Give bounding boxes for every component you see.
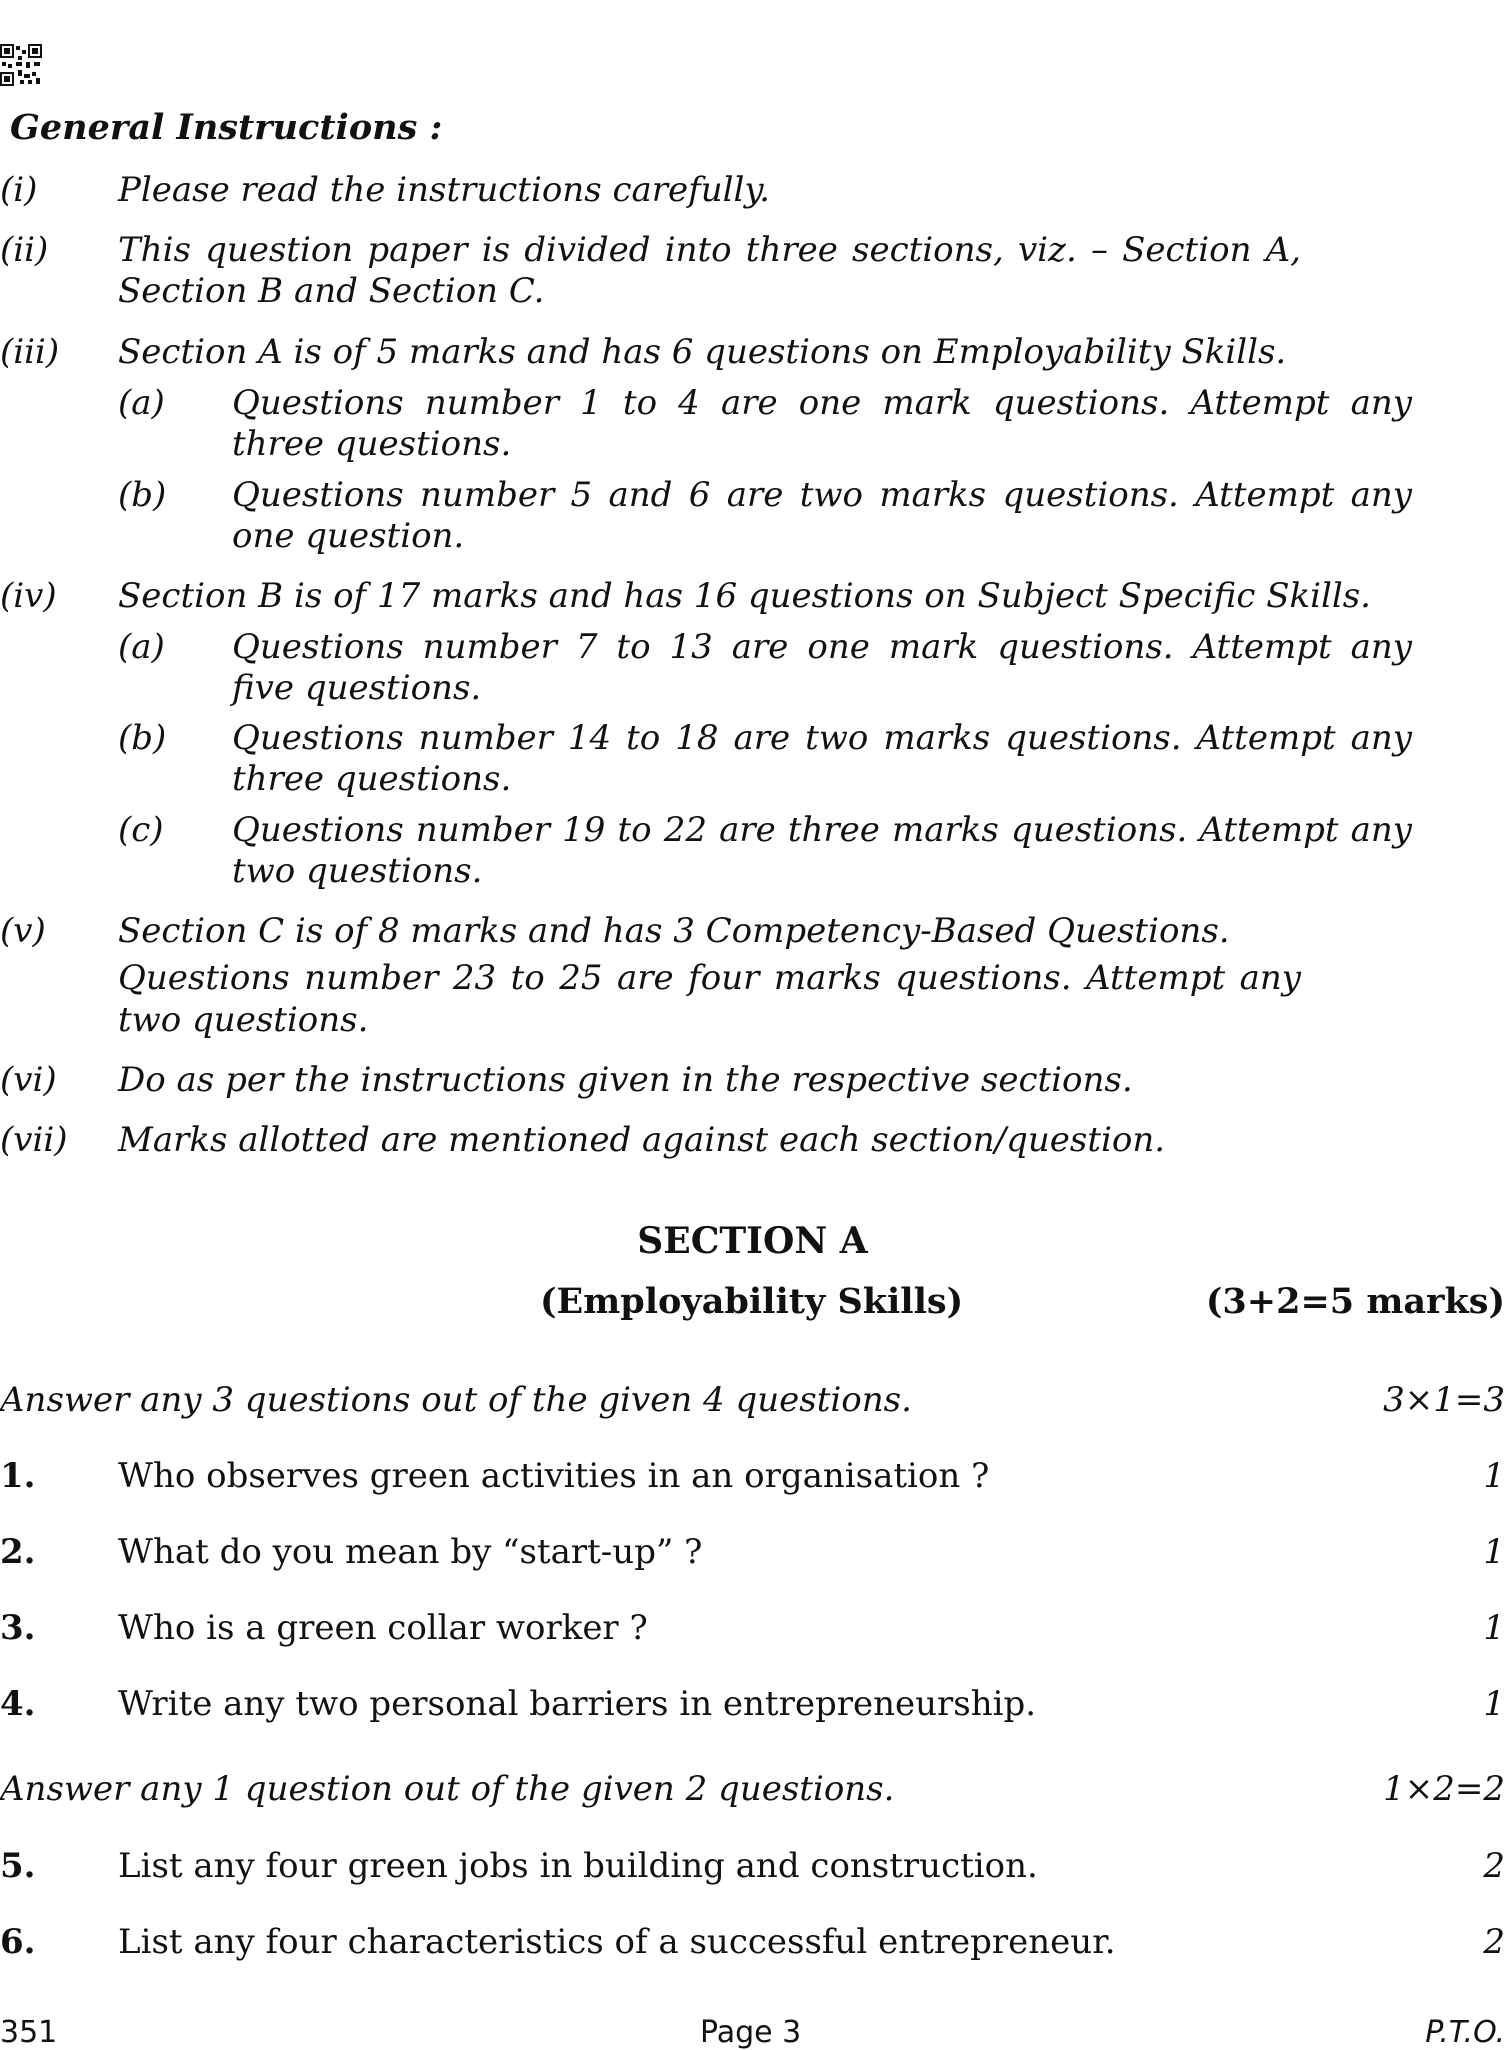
- group-instruction: Answer any 1 question out of the given 2 questions.: [0, 1769, 895, 1809]
- sub-instruction-number: (c): [118, 810, 164, 850]
- footer-page: Page 3: [700, 2015, 802, 2050]
- instruction-text: Please read the instructions carefully.: [118, 170, 770, 210]
- section-subtitle: (Employability Skills): [540, 1281, 964, 1322]
- sub-instruction-text: Questions number 1 to 4 are one mark questions. Attempt any: [232, 383, 1412, 423]
- sub-instruction-text: Questions number 14 to 18 are two marks questions. Attempt any: [232, 718, 1412, 758]
- question-text: Write any two personal barriers in entrepreneurship.: [118, 1684, 1037, 1724]
- question-marks: 1: [1483, 1608, 1505, 1648]
- sub-instruction-number: (b): [118, 475, 167, 515]
- section-title: SECTION A: [637, 1220, 868, 1262]
- question-marks: 2: [1483, 1846, 1505, 1886]
- instruction-number: (vii): [0, 1120, 68, 1160]
- footer-pto: P.T.O.: [1425, 2015, 1505, 2050]
- question-text: List any four green jobs in building and construction.: [118, 1846, 1038, 1886]
- sub-instruction-number: (a): [118, 627, 165, 667]
- instruction-text: This question paper is divided into three sections, viz. – Section A,: [118, 230, 1301, 270]
- sub-instruction-text: five questions.: [232, 668, 482, 708]
- sub-instruction-text: Questions number 7 to 13 are one mark questions. Attempt any: [232, 627, 1412, 667]
- group-marks: 1×2=2: [1383, 1769, 1505, 1809]
- instruction-text: Marks allotted are mentioned against each section/question.: [118, 1120, 1166, 1160]
- sub-instruction-text: one question.: [232, 516, 465, 556]
- question-number: 5.: [0, 1846, 36, 1886]
- sub-instruction-number: (a): [118, 383, 165, 423]
- instruction-text: Section B is of 17 marks and has 16 questions on Subject Specific Skills.: [118, 576, 1371, 616]
- question-number: 4.: [0, 1684, 36, 1724]
- question-number: 1.: [0, 1456, 36, 1496]
- instruction-text: Section C is of 8 marks and has 3 Competency-Based Questions.: [118, 911, 1230, 951]
- question-text: Who observes green activities in an organisation ?: [118, 1456, 990, 1496]
- question-number: 3.: [0, 1608, 36, 1648]
- instruction-number: (v): [0, 911, 46, 951]
- instruction-text: Section B and Section C.: [118, 271, 545, 311]
- question-number: 2.: [0, 1532, 36, 1572]
- footer-code: 351: [0, 2015, 58, 2050]
- instruction-number: (iv): [0, 576, 57, 616]
- instruction-text: Questions number 23 to 25 are four marks questions. Attempt any: [118, 958, 1301, 998]
- qr-code-icon: [0, 44, 42, 86]
- question-marks: 1: [1483, 1532, 1505, 1572]
- question-text: What do you mean by “start-up” ?: [118, 1532, 703, 1572]
- sub-instruction-text: Questions number 19 to 22 are three marks questions. Attempt any: [232, 810, 1412, 850]
- instruction-number: (vi): [0, 1060, 57, 1100]
- instructions-heading: General Instructions :: [10, 107, 443, 148]
- sub-instruction-text: three questions.: [232, 424, 512, 464]
- question-text: Who is a green collar worker ?: [118, 1608, 648, 1648]
- question-number: 6.: [0, 1922, 36, 1962]
- group-instruction: Answer any 3 questions out of the given 4 questions.: [0, 1380, 912, 1420]
- sub-instruction-text: two questions.: [232, 851, 483, 891]
- question-marks: 2: [1483, 1922, 1505, 1962]
- instruction-number: (i): [0, 170, 38, 210]
- sub-instruction-text: three questions.: [232, 759, 512, 799]
- section-marks: (3+2=5 marks): [1205, 1281, 1505, 1322]
- instruction-number: (ii): [0, 230, 49, 270]
- question-marks: 1: [1483, 1684, 1505, 1724]
- sub-instruction-text: Questions number 5 and 6 are two marks questions. Attempt any: [232, 475, 1412, 515]
- question-marks: 1: [1483, 1456, 1505, 1496]
- instruction-text: two questions.: [118, 1000, 369, 1040]
- sub-instruction-number: (b): [118, 718, 167, 758]
- instruction-number: (iii): [0, 332, 60, 372]
- question-text: List any four characteristics of a successful entrepreneur.: [118, 1922, 1116, 1962]
- instruction-text: Section A is of 5 marks and has 6 questions on Employability Skills.: [118, 332, 1287, 372]
- group-marks: 3×1=3: [1383, 1380, 1505, 1420]
- instruction-text: Do as per the instructions given in the respective sections.: [118, 1060, 1133, 1100]
